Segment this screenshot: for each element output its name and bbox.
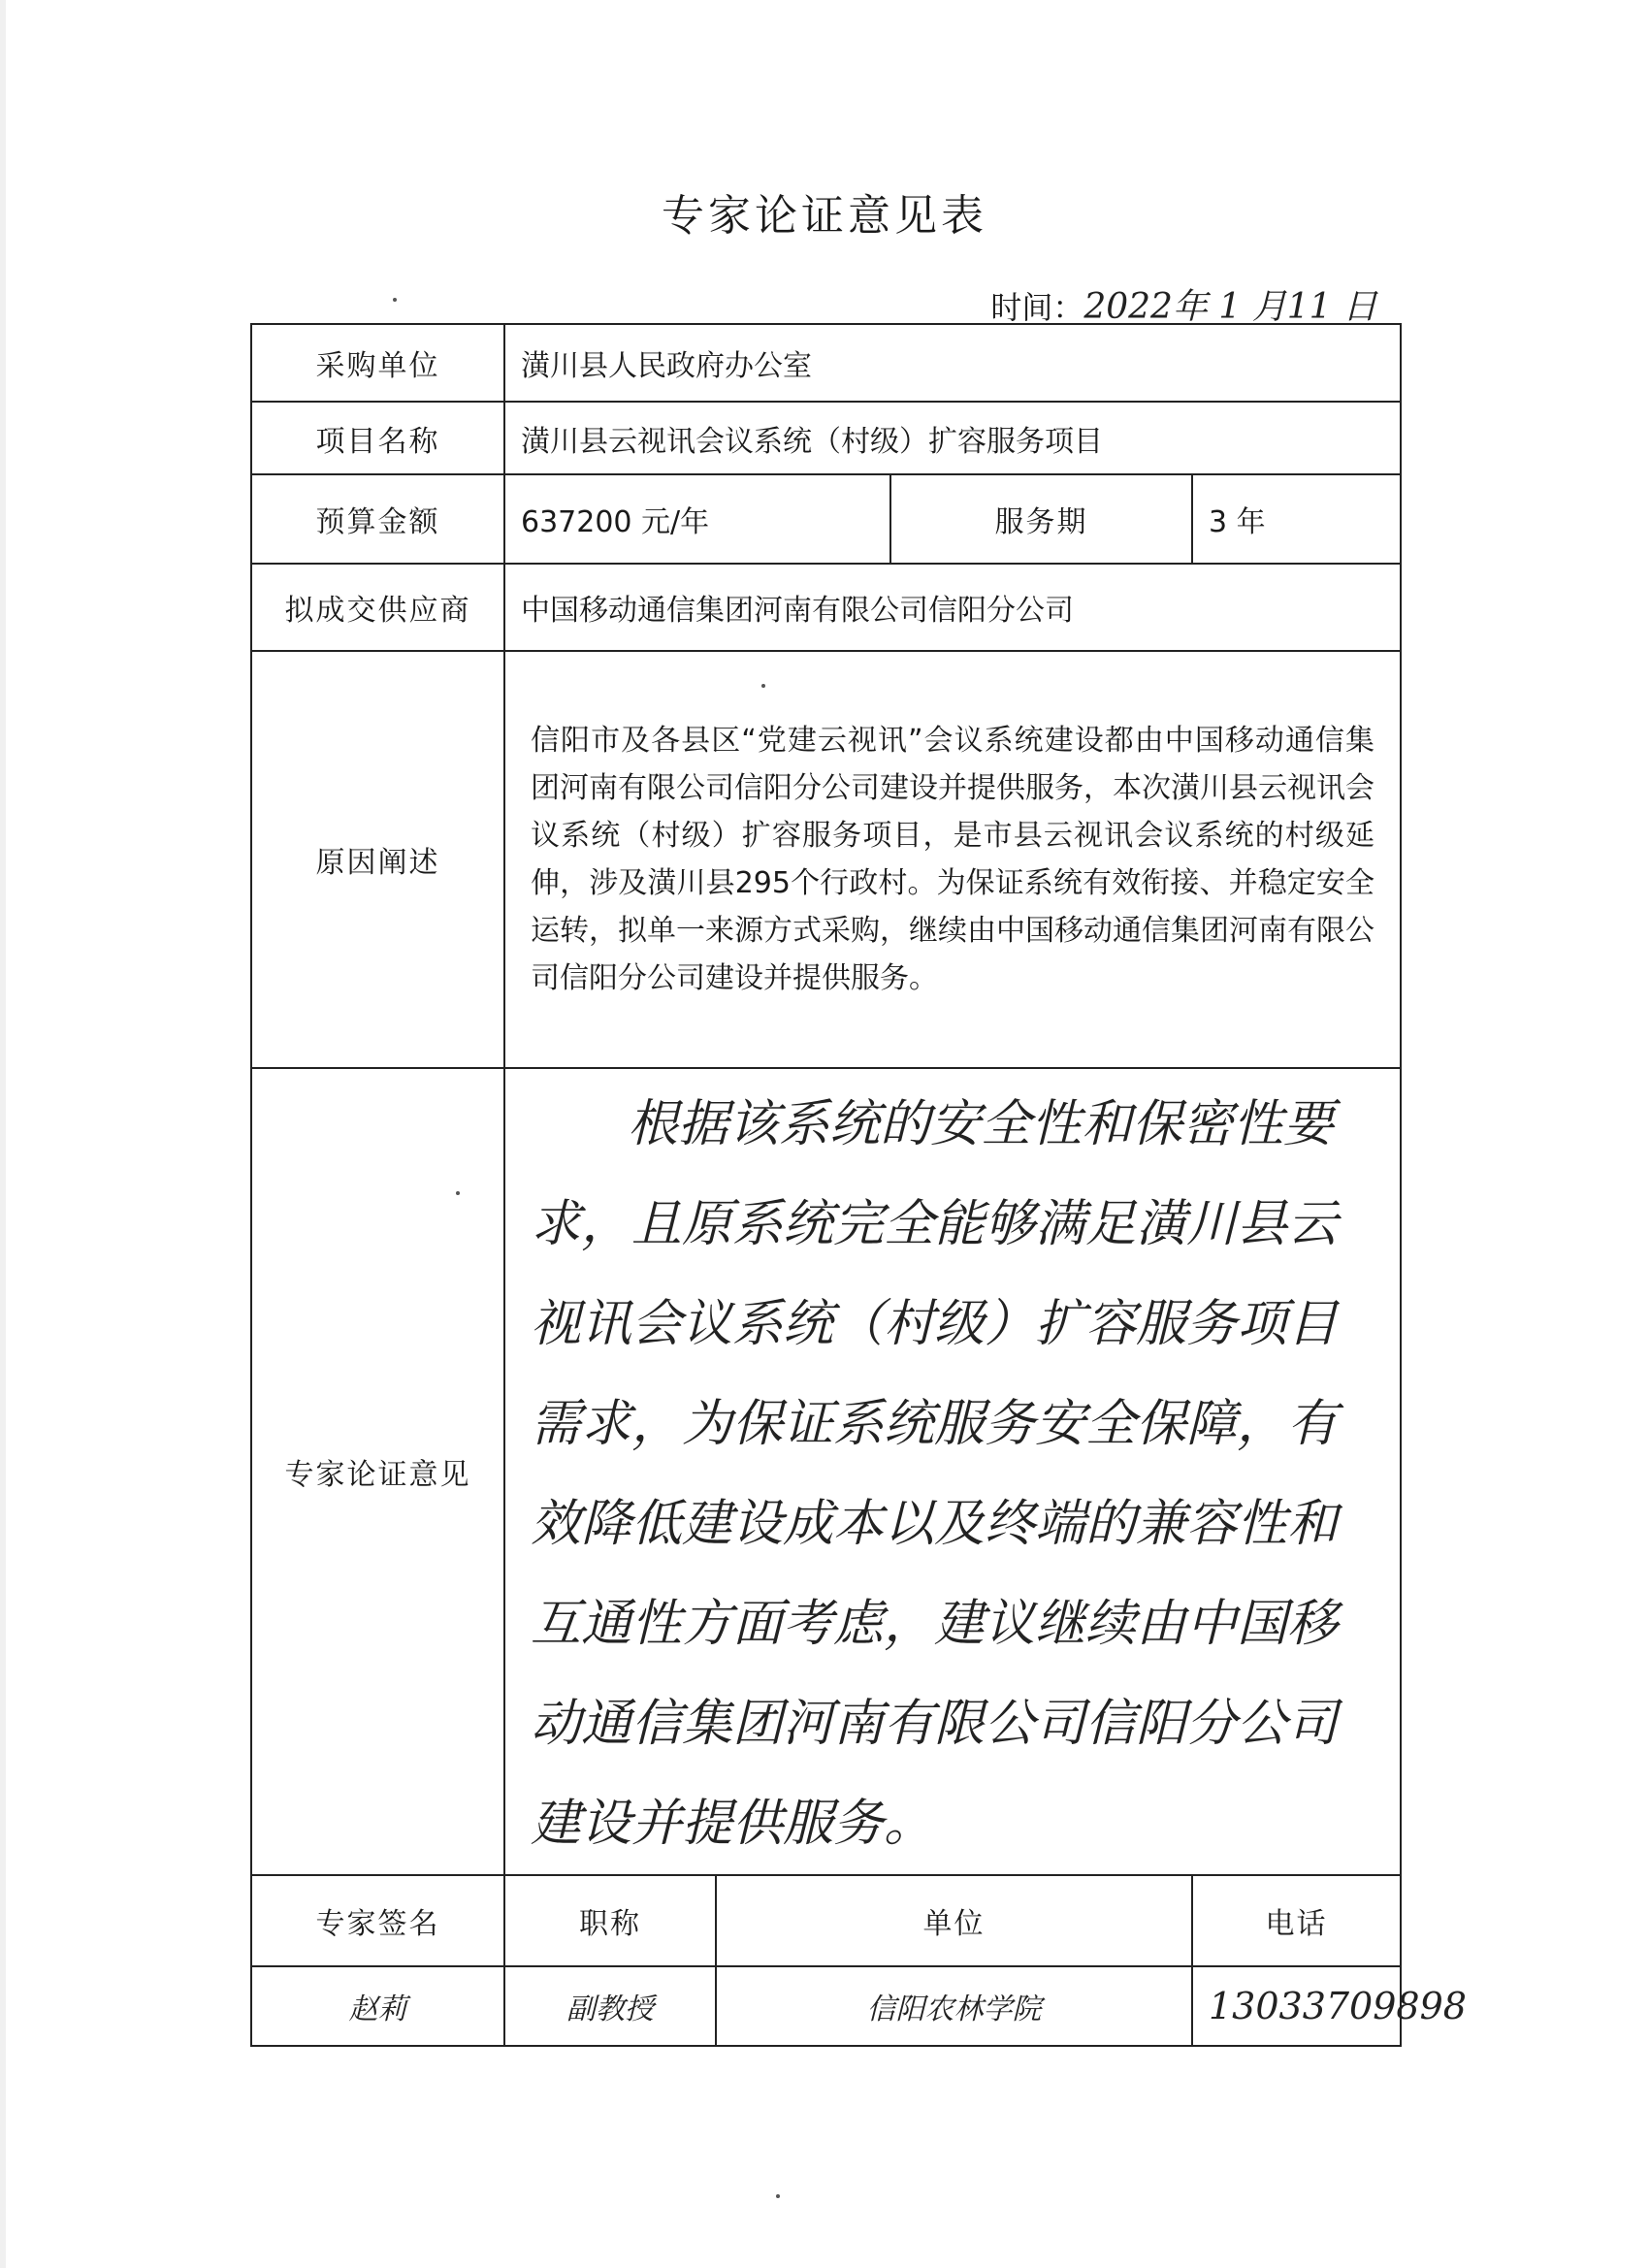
sig-header-name: 专家签名 [251,1875,504,1966]
date-line [990,279,1377,329]
reason-cell [504,651,1401,1068]
reason-label: 原因阐述 [251,651,504,1068]
budget-label: 预算金额 [251,474,504,564]
row-reason [251,651,1401,1068]
project-value: 潢川县云视讯会议系统（村级）扩容服务项目 [504,402,1401,474]
sig-header-unit: 单位 [716,1875,1192,1966]
expert-signature: 赵莉 [251,1966,504,2046]
purchaser-label: 采购单位 [251,324,504,402]
expert-unit: 信阳农林学院 [716,1966,1192,2046]
scan-speck [761,684,765,688]
row-purchaser [251,324,1401,402]
period-label: 服务期 [890,474,1192,564]
opinion-label: 专家论证意见 [251,1068,504,1875]
signature-row [251,1966,1401,2046]
date-label: 时间： [990,289,1084,326]
scan-speck [776,2194,780,2198]
reason-text: 信阳市及各县区“党建云视讯”会议系统建设都由中国移动通信集团河南有限公司信阳分公司建设并提供服务，本次潢川县云视讯会议系统（村级）扩容服务项目，是市县云视讯会议系统的村级延伸，涉及潢川县295个行政村。为保证系统有效衔接、并稳定安全运转，拟单一来源方式采购，继续由中国移动通信集团河南有限公司信阳分公司建设并提供服务。 [531,724,1375,995]
page-title: 专家论证意见表 [662,191,987,241]
date-value: 2022年 1 月11 日 [1083,287,1377,327]
row-budget [251,474,1401,564]
period-value: 3 年 [1192,474,1401,564]
scan-speck [393,298,397,302]
opinion-handwritten-text: 根据该系统的安全性和保密性要求，且原系统完全能够满足潢川县云视讯会议系统（村级）扩容服务项目需求，为保证系统服务安全保障，有效降低建设成本以及终端的兼容性和互通性方面考虑，建议继续由中国移动通信集团河南有限公司信阳分公司建设并提供服务。 [531,1095,1339,1853]
opinion-cell [504,1068,1401,1875]
purchaser-value: 潢川县人民政府办公室 [504,324,1401,402]
row-project [251,402,1401,474]
row-supplier [251,564,1401,651]
sig-header-title: 职称 [504,1875,716,1966]
expert-phone: 13033709898 [1192,1966,1401,2046]
supplier-value: 中国移动通信集团河南有限公司信阳分公司 [504,564,1401,651]
sig-header-phone: 电话 [1192,1875,1401,1966]
scan-speck [456,1191,460,1195]
budget-value: 637200 元/年 [504,474,890,564]
row-opinion [251,1068,1401,1875]
opinion-form-table [250,323,1467,2047]
signature-header-row [251,1875,1401,1966]
supplier-label: 拟成交供应商 [251,564,504,651]
expert-title: 副教授 [504,1966,716,2046]
project-label: 项目名称 [251,402,504,474]
